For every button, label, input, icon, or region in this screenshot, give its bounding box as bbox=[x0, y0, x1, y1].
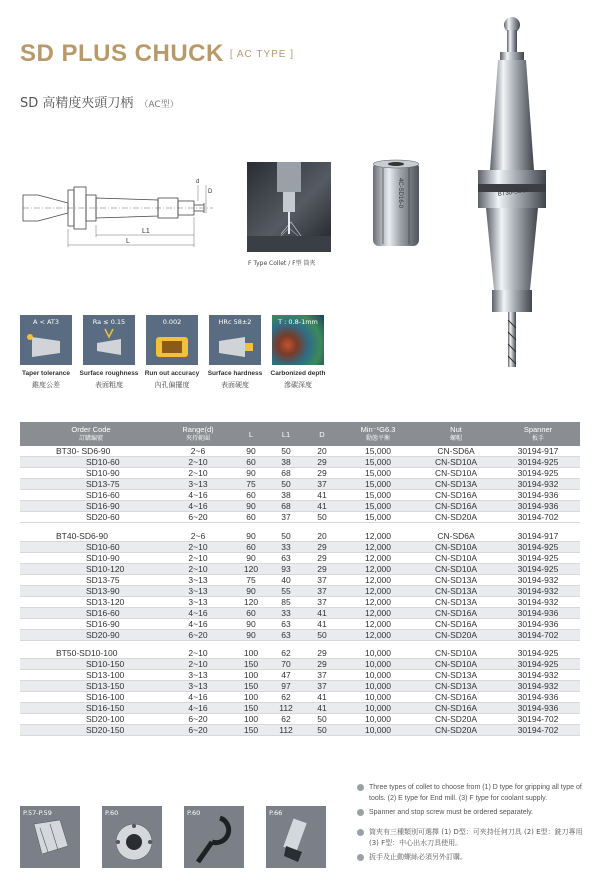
l1-cell: 50 bbox=[268, 446, 304, 457]
table-row bbox=[20, 541, 580, 552]
order-code-cell: SD16-150 bbox=[20, 703, 162, 714]
label-L1: L1 bbox=[142, 228, 150, 235]
order-code-cell: SD16-100 bbox=[20, 692, 162, 703]
range-cell: 3~13 bbox=[162, 585, 234, 596]
range-cell: 2~6 bbox=[162, 446, 234, 457]
table-row bbox=[20, 585, 580, 596]
table-row bbox=[20, 692, 580, 703]
spanner-cell: 30194-936 bbox=[496, 607, 580, 618]
d-cell: 29 bbox=[304, 563, 340, 574]
range-cell: 6~20 bbox=[162, 629, 234, 640]
collet-photo bbox=[365, 158, 427, 250]
rpm-cell: 10,000 bbox=[340, 681, 416, 692]
d-cell: 50 bbox=[304, 512, 340, 523]
order-code-cell: SD20-150 bbox=[20, 725, 162, 736]
l-cell: 150 bbox=[234, 659, 268, 670]
spanner-cell: 30194-936 bbox=[496, 618, 580, 629]
d-cell: 37 bbox=[304, 585, 340, 596]
col-spanner: Spanner 板手 bbox=[496, 422, 580, 446]
table-row bbox=[20, 725, 580, 736]
l-cell: 60 bbox=[234, 512, 268, 523]
rpm-cell: 15,000 bbox=[340, 457, 416, 468]
range-cell: 2~10 bbox=[162, 541, 234, 552]
rpm-cell: 10,000 bbox=[340, 648, 416, 659]
rpm-cell: 12,000 bbox=[340, 531, 416, 542]
order-code-cell: BT30- SD6-90 bbox=[20, 446, 162, 457]
l1-cell: 85 bbox=[268, 596, 304, 607]
l1-cell: 68 bbox=[268, 501, 304, 512]
l1-cell: 112 bbox=[268, 725, 304, 736]
d-cell: 37 bbox=[304, 670, 340, 681]
group-spacer bbox=[20, 640, 580, 648]
range-cell: 2~10 bbox=[162, 648, 234, 659]
l1-cell: 63 bbox=[268, 629, 304, 640]
range-cell: 2~10 bbox=[162, 457, 234, 468]
table-row bbox=[20, 552, 580, 563]
l-cell: 90 bbox=[234, 629, 268, 640]
nut-cell: CN-SD10A bbox=[416, 552, 496, 563]
title-main: SD PLUS CHUCK bbox=[20, 40, 224, 67]
rpm-cell: 15,000 bbox=[340, 512, 416, 523]
range-cell: 3~13 bbox=[162, 681, 234, 692]
order-code-cell: BT50-SD10-100 bbox=[20, 648, 162, 659]
order-code-cell: SD10-150 bbox=[20, 659, 162, 670]
table-row bbox=[20, 670, 580, 681]
accessory-nut[interactable]: P.60 bbox=[102, 806, 162, 868]
l-cell: 60 bbox=[234, 457, 268, 468]
l1-cell: 50 bbox=[268, 479, 304, 490]
d-cell: 29 bbox=[304, 648, 340, 659]
rpm-cell: 15,000 bbox=[340, 501, 416, 512]
nut-cell: CN-SD13A bbox=[416, 574, 496, 585]
table-row bbox=[20, 714, 580, 725]
table-row bbox=[20, 490, 580, 501]
collet-caption: F Type Collet / F型 筒夾 bbox=[248, 260, 316, 267]
rpm-cell: 12,000 bbox=[340, 607, 416, 618]
spanner-cell: 30194-925 bbox=[496, 552, 580, 563]
d-cell: 41 bbox=[304, 607, 340, 618]
nut-cell: CN-SD20A bbox=[416, 512, 496, 523]
rpm-cell: 12,000 bbox=[340, 541, 416, 552]
l-cell: 90 bbox=[234, 446, 268, 457]
rpm-cell: 12,000 bbox=[340, 563, 416, 574]
order-code-cell: BT40-SD6-90 bbox=[20, 531, 162, 542]
range-cell: 2~10 bbox=[162, 659, 234, 670]
spanner-cell: 30194-932 bbox=[496, 585, 580, 596]
range-cell: 2~6 bbox=[162, 531, 234, 542]
spanner-cell: 30194-917 bbox=[496, 446, 580, 457]
nut-cell: CN-SD6A bbox=[416, 446, 496, 457]
l1-cell: 68 bbox=[268, 468, 304, 479]
d-cell: 37 bbox=[304, 596, 340, 607]
spanner-cell: 30194-936 bbox=[496, 501, 580, 512]
spanner-cell: 30194-936 bbox=[496, 692, 580, 703]
nut-cell: CN-SD16A bbox=[416, 490, 496, 501]
order-code-cell: SD20-100 bbox=[20, 714, 162, 725]
surface-roughness-icon: Ra ≤ 0.15 bbox=[83, 315, 135, 365]
spanner-cell: 30194-932 bbox=[496, 574, 580, 585]
nut-cell: CN-SD10A bbox=[416, 563, 496, 574]
spanner-cell: 30194-917 bbox=[496, 531, 580, 542]
range-cell: 3~13 bbox=[162, 670, 234, 681]
notes bbox=[357, 782, 589, 866]
page-subtitle bbox=[20, 92, 179, 111]
nut-cell: CN-SD10A bbox=[416, 659, 496, 670]
accessory-pull-stud[interactable]: P.66 bbox=[266, 806, 326, 868]
feature-carbonized-depth: T : 0.8-1mm Carbonized depth 滲碳深度 bbox=[272, 315, 324, 390]
range-cell: 4~16 bbox=[162, 607, 234, 618]
nut-cell: CN-SD16A bbox=[416, 692, 496, 703]
order-code-cell: SD20-90 bbox=[20, 629, 162, 640]
d-cell: 50 bbox=[304, 714, 340, 725]
nut-cell: CN-SD16A bbox=[416, 607, 496, 618]
d-cell: 41 bbox=[304, 501, 340, 512]
l1-cell: 38 bbox=[268, 490, 304, 501]
l-cell: 120 bbox=[234, 596, 268, 607]
spanner-cell: 30194-702 bbox=[496, 512, 580, 523]
l1-cell: 50 bbox=[268, 531, 304, 542]
l-cell: 90 bbox=[234, 531, 268, 542]
nut-cell: CN-SD20A bbox=[416, 725, 496, 736]
rpm-cell: 10,000 bbox=[340, 670, 416, 681]
l-cell: 75 bbox=[234, 479, 268, 490]
nut-cell: CN-SD16A bbox=[416, 618, 496, 629]
l1-cell: 70 bbox=[268, 659, 304, 670]
label-L: L bbox=[126, 238, 130, 245]
l-cell: 90 bbox=[234, 585, 268, 596]
table-row bbox=[20, 512, 580, 523]
l1-cell: 62 bbox=[268, 648, 304, 659]
table-row bbox=[20, 501, 580, 512]
table-row bbox=[20, 703, 580, 714]
range-cell: 3~13 bbox=[162, 596, 234, 607]
rpm-cell: 10,000 bbox=[340, 692, 416, 703]
range-cell: 2~10 bbox=[162, 563, 234, 574]
order-code-cell: SD16-60 bbox=[20, 490, 162, 501]
rpm-cell: 10,000 bbox=[340, 714, 416, 725]
carbonized-depth-icon: T : 0.8-1mm bbox=[272, 315, 324, 365]
spanner-cell: 30194-925 bbox=[496, 659, 580, 670]
rpm-cell: 12,000 bbox=[340, 552, 416, 563]
order-code-cell: SD13-150 bbox=[20, 681, 162, 692]
rpm-cell: 12,000 bbox=[340, 574, 416, 585]
spanner-cell: 30194-925 bbox=[496, 648, 580, 659]
feature-run-out-accuracy: 0.002 Run out accuracy 內孔偏擺度 bbox=[146, 315, 198, 390]
table-row bbox=[20, 531, 580, 542]
l1-cell: 40 bbox=[268, 574, 304, 585]
order-code-cell: SD10-60 bbox=[20, 541, 162, 552]
table-row bbox=[20, 607, 580, 618]
spanner-cell: 30194-936 bbox=[496, 490, 580, 501]
l-cell: 150 bbox=[234, 703, 268, 714]
range-cell: 4~16 bbox=[162, 501, 234, 512]
d-cell: 29 bbox=[304, 659, 340, 670]
subtitle-main: SD 高精度夾頭刀柄 bbox=[20, 96, 134, 111]
table-row bbox=[20, 659, 580, 670]
nut-cell: CN-SD10A bbox=[416, 648, 496, 659]
range-cell: 2~10 bbox=[162, 468, 234, 479]
nut-cell: CN-SD16A bbox=[416, 501, 496, 512]
l1-cell: 55 bbox=[268, 585, 304, 596]
label-d: d bbox=[196, 179, 200, 185]
spec-table bbox=[20, 422, 580, 736]
rpm-cell: 15,000 bbox=[340, 446, 416, 457]
rpm-cell: 12,000 bbox=[340, 629, 416, 640]
d-cell: 29 bbox=[304, 468, 340, 479]
order-code-cell: SD16-90 bbox=[20, 618, 162, 629]
nut-cell: CN-SD16A bbox=[416, 703, 496, 714]
nut-cell: CN-SD13A bbox=[416, 596, 496, 607]
nut-cell: CN-SD13A bbox=[416, 670, 496, 681]
nut-cell: CN-SD20A bbox=[416, 714, 496, 725]
table-row bbox=[20, 457, 580, 468]
l1-cell: 47 bbox=[268, 670, 304, 681]
order-code-cell: SD13-120 bbox=[20, 596, 162, 607]
l1-cell: 33 bbox=[268, 607, 304, 618]
accessory-spanner[interactable]: P.60 bbox=[184, 806, 244, 868]
l-cell: 90 bbox=[234, 618, 268, 629]
order-code-cell: SD16-60 bbox=[20, 607, 162, 618]
l-cell: 100 bbox=[234, 670, 268, 681]
d-cell: 20 bbox=[304, 531, 340, 542]
d-cell: 20 bbox=[304, 446, 340, 457]
range-cell: 4~16 bbox=[162, 490, 234, 501]
table-row bbox=[20, 596, 580, 607]
nut-cell: CN-SD10A bbox=[416, 457, 496, 468]
l-cell: 90 bbox=[234, 468, 268, 479]
table-row bbox=[20, 446, 580, 457]
col-order-code: Order Code 訂購編號 bbox=[20, 422, 162, 446]
l1-cell: 62 bbox=[268, 692, 304, 703]
rpm-cell: 10,000 bbox=[340, 703, 416, 714]
l-cell: 100 bbox=[234, 714, 268, 725]
l1-cell: 93 bbox=[268, 563, 304, 574]
taper-tolerance-icon: A < AT3 bbox=[20, 315, 72, 365]
col-l1: L1 bbox=[268, 422, 304, 446]
note-collet-types: Three types of collet to choose from (1) D type for gripping all type of tools. (2) E type for End mill. (3) F type for coolant supply. bbox=[357, 782, 589, 804]
subtitle-ac: （AC型） bbox=[139, 100, 179, 110]
l1-cell: 63 bbox=[268, 618, 304, 629]
surface-hardness-icon: HRc 58±2 bbox=[209, 315, 261, 365]
order-code-cell: SD13-90 bbox=[20, 585, 162, 596]
d-cell: 29 bbox=[304, 552, 340, 563]
col-l: L bbox=[234, 422, 268, 446]
run-out-accuracy-icon: 0.002 bbox=[146, 315, 198, 365]
group-spacer bbox=[20, 523, 580, 531]
feature-surface-roughness: Ra ≤ 0.15 Surface roughness 表面粗度 bbox=[83, 315, 135, 390]
range-cell: 3~13 bbox=[162, 479, 234, 490]
d-cell: 50 bbox=[304, 629, 340, 640]
title-sub: [ AC TYPE ] bbox=[229, 49, 295, 60]
rpm-cell: 10,000 bbox=[340, 659, 416, 670]
spanner-cell: 30194-932 bbox=[496, 596, 580, 607]
d-cell: 41 bbox=[304, 618, 340, 629]
table-row bbox=[20, 479, 580, 490]
range-cell: 3~13 bbox=[162, 574, 234, 585]
holder-marking: BT30-SD16 bbox=[497, 187, 530, 198]
table-body bbox=[20, 446, 580, 736]
tool-holder-photo bbox=[470, 10, 570, 370]
col-range: Range(d) 夾持範圍 bbox=[162, 422, 234, 446]
spanner-cell: 30194-932 bbox=[496, 479, 580, 490]
l1-cell: 37 bbox=[268, 512, 304, 523]
d-cell: 37 bbox=[304, 681, 340, 692]
col-d: D bbox=[304, 422, 340, 446]
d-cell: 29 bbox=[304, 541, 340, 552]
l-cell: 150 bbox=[234, 725, 268, 736]
table-row bbox=[20, 648, 580, 659]
nut-cell: CN-SD10A bbox=[416, 468, 496, 479]
range-cell: 4~16 bbox=[162, 703, 234, 714]
l-cell: 60 bbox=[234, 607, 268, 618]
l1-cell: 63 bbox=[268, 552, 304, 563]
spanner-cell: 30194-702 bbox=[496, 629, 580, 640]
l-cell: 75 bbox=[234, 574, 268, 585]
range-cell: 2~10 bbox=[162, 552, 234, 563]
technical-drawing bbox=[18, 165, 218, 250]
l1-cell: 112 bbox=[268, 703, 304, 714]
note-order-separately-zh: 扳手及止動螺絲必須另外訂購。 bbox=[357, 852, 589, 863]
l1-cell: 62 bbox=[268, 714, 304, 725]
order-code-cell: SD13-100 bbox=[20, 670, 162, 681]
spanner-cell: 30194-925 bbox=[496, 563, 580, 574]
rpm-cell: 15,000 bbox=[340, 479, 416, 490]
machining-photo bbox=[247, 162, 331, 252]
feature-surface-hardness: HRc 58±2 Surface hardness 表面硬度 bbox=[209, 315, 261, 390]
l-cell: 100 bbox=[234, 648, 268, 659]
l-cell: 100 bbox=[234, 692, 268, 703]
spanner-cell: 30194-925 bbox=[496, 468, 580, 479]
nut-cell: CN-SD6A bbox=[416, 531, 496, 542]
nut-cell: CN-SD13A bbox=[416, 585, 496, 596]
l-cell: 60 bbox=[234, 490, 268, 501]
range-cell: 4~16 bbox=[162, 618, 234, 629]
order-code-cell: SD20-60 bbox=[20, 512, 162, 523]
d-cell: 50 bbox=[304, 725, 340, 736]
note-collet-types-zh: 筒夾有三種類別可選擇 (1) D型：可夾持任何刀具 (2) E型：銑刀專用 (3) F型：中心出水刀具使用。 bbox=[357, 827, 589, 849]
rpm-cell: 15,000 bbox=[340, 468, 416, 479]
order-code-cell: SD10-90 bbox=[20, 552, 162, 563]
table-row bbox=[20, 629, 580, 640]
d-cell: 37 bbox=[304, 479, 340, 490]
spanner-cell: 30194-925 bbox=[496, 541, 580, 552]
range-cell: 6~20 bbox=[162, 725, 234, 736]
l-cell: 150 bbox=[234, 681, 268, 692]
table-row bbox=[20, 468, 580, 479]
spanner-cell: 30194-702 bbox=[496, 725, 580, 736]
collet-marking: 4C-SD16-0 bbox=[397, 178, 403, 209]
rpm-cell: 12,000 bbox=[340, 618, 416, 629]
l-cell: 90 bbox=[234, 552, 268, 563]
order-code-cell: SD16-90 bbox=[20, 501, 162, 512]
l1-cell: 33 bbox=[268, 541, 304, 552]
table-row bbox=[20, 574, 580, 585]
table-header-row bbox=[20, 422, 580, 446]
d-cell: 41 bbox=[304, 692, 340, 703]
rpm-cell: 12,000 bbox=[340, 596, 416, 607]
nut-cell: CN-SD13A bbox=[416, 479, 496, 490]
order-code-cell: SD13-75 bbox=[20, 574, 162, 585]
nut-cell: CN-SD20A bbox=[416, 629, 496, 640]
d-cell: 37 bbox=[304, 574, 340, 585]
rpm-cell: 12,000 bbox=[340, 585, 416, 596]
col-nut: Nut 螺帽 bbox=[416, 422, 496, 446]
order-code-cell: SD10-60 bbox=[20, 457, 162, 468]
d-cell: 41 bbox=[304, 490, 340, 501]
l1-cell: 38 bbox=[268, 457, 304, 468]
spanner-cell: 30194-932 bbox=[496, 670, 580, 681]
l-cell: 60 bbox=[234, 541, 268, 552]
table-row bbox=[20, 563, 580, 574]
table-row bbox=[20, 618, 580, 629]
spanner-cell: 30194-702 bbox=[496, 714, 580, 725]
range-cell: 6~20 bbox=[162, 512, 234, 523]
range-cell: 4~16 bbox=[162, 692, 234, 703]
rpm-cell: 10,000 bbox=[340, 725, 416, 736]
col-balance: Min⁻¹G6.3 動態平衡 bbox=[340, 422, 416, 446]
range-cell: 6~20 bbox=[162, 714, 234, 725]
rpm-cell: 15,000 bbox=[340, 490, 416, 501]
order-code-cell: SD10-120 bbox=[20, 563, 162, 574]
spanner-cell: 30194-932 bbox=[496, 681, 580, 692]
page-title bbox=[20, 40, 294, 68]
l-cell: 90 bbox=[234, 501, 268, 512]
feature-icons bbox=[20, 315, 340, 400]
d-cell: 41 bbox=[304, 703, 340, 714]
table-row bbox=[20, 681, 580, 692]
spanner-cell: 30194-925 bbox=[496, 457, 580, 468]
label-D: D bbox=[208, 189, 213, 195]
note-order-separately: Spanner and stop screw must be ordered separately. bbox=[357, 807, 589, 818]
order-code-cell: SD13-75 bbox=[20, 479, 162, 490]
nut-cell: CN-SD13A bbox=[416, 681, 496, 692]
spanner-cell: 30194-936 bbox=[496, 703, 580, 714]
order-code-cell: SD10-90 bbox=[20, 468, 162, 479]
nut-cell: CN-SD10A bbox=[416, 541, 496, 552]
d-cell: 29 bbox=[304, 457, 340, 468]
l1-cell: 97 bbox=[268, 681, 304, 692]
l-cell: 120 bbox=[234, 563, 268, 574]
feature-taper-tolerance: A < AT3 Taper tolerance 錐度公差 bbox=[20, 315, 72, 390]
accessory-collet[interactable]: P.57-P.59 bbox=[20, 806, 80, 868]
